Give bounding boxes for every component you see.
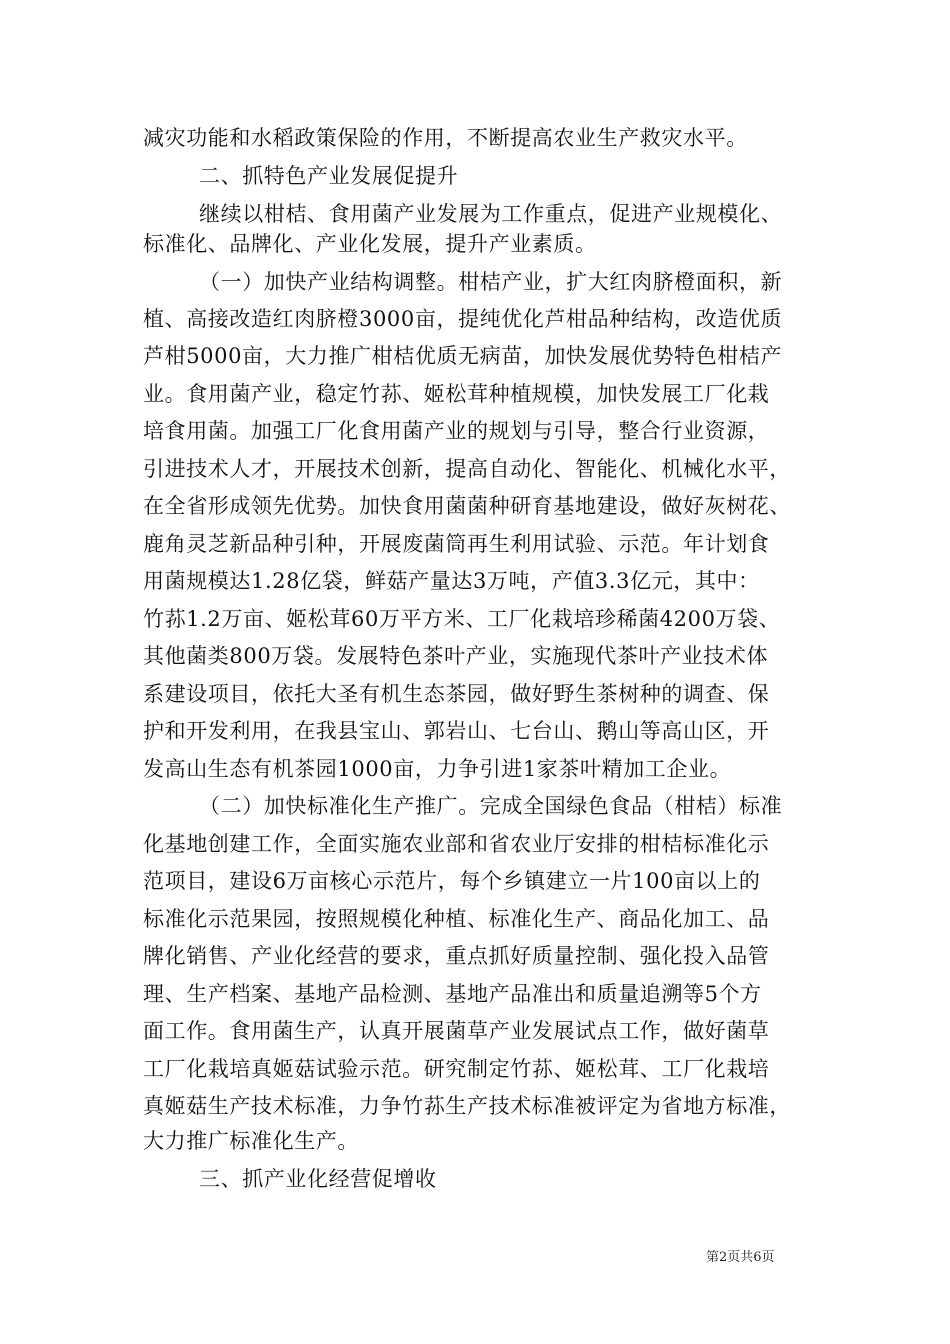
body-line: 工厂化栽培真姬菇试验示范。研究制定竹荪、姬松茸、工厂化栽培: [143, 1057, 770, 1081]
body-line: 其他菌类800万袋。发展特色茶叶产业，实施现代茶叶产业技术体: [143, 644, 769, 668]
body-line: 鹿角灵芝新品种引种，开展废菌筒再生利用试验、示范。年计划食: [143, 532, 770, 556]
body-line: 大力推广标准化生产。: [143, 1129, 359, 1153]
body-line: 植、高接改造红肉脐橙3000亩，提纯优化芦柑品种结构，改造优质: [143, 307, 783, 331]
page-number: 第2页共6页: [706, 1250, 775, 1265]
body-line: 用菌规模达1.28亿袋，鲜菇产量达3万吨，产值3.3亿元，其中：: [143, 569, 760, 593]
body-line: 竹荪1.2万亩、姬松茸60万平方米、工厂化栽培珍稀菌4200万袋、: [143, 607, 781, 631]
body-line: 标准化示范果园，按照规模化种植、标准化生产、商品化加工、品: [143, 907, 770, 931]
section-heading: 二、抓特色产业发展促提升: [199, 164, 459, 188]
body-line: 面工作。食用菌生产，认真开展菌草产业发展试点工作，做好菌草: [143, 1019, 770, 1043]
body-line: 真姬菇生产技术标准，力争竹荪生产技术标准被评定为省地方标准，: [143, 1094, 791, 1118]
body-line: 化基地创建工作，全面实施农业部和省农业厅安排的柑桔标准化示: [143, 832, 770, 856]
body-line: 业。食用菌产业，稳定竹荪、姬松茸种植规模，加快发展工厂化栽: [143, 382, 770, 406]
body-line: 减灾功能和水稻政策保险的作用，不断提高农业生产救灾水平。: [143, 126, 748, 150]
body-line: 理、生产档案、基地产品检测、基地产品准出和质量追溯等5个方: [143, 982, 762, 1006]
section-heading: 三、抓产业化经营促增收: [199, 1167, 437, 1191]
body-line: 在全省形成领先优势。加快食用菌菌种研育基地建设，做好灰树花、: [143, 494, 791, 518]
body-line: 继续以柑桔、食用菌产业发展为工作重点，促进产业规模化、: [199, 202, 783, 226]
body-line: 范项目，建设6万亩核心示范片，每个乡镇建立一片100亩以上的: [143, 869, 761, 893]
body-line: 引进技术人才，开展技术创新，提高自动化、智能化、机械化水平，: [143, 457, 791, 481]
body-line: 牌化销售、产业化经营的要求，重点抓好质量控制、强化投入品管: [143, 944, 770, 968]
body-line: （二）加快标准化生产推广。完成全国绿色食品（柑桔）标准: [199, 794, 783, 818]
body-line: （一）加快产业结构调整。柑桔产业，扩大红肉脐橙面积，新: [199, 270, 783, 294]
body-line: 发高山生态有机茶园1000亩，力争引进1家茶叶精加工企业。: [143, 757, 732, 781]
body-line: 系建设项目，依托大圣有机生态茶园，做好野生茶树种的调查、保: [143, 682, 770, 706]
body-line: 标准化、品牌化、产业化发展，提升产业素质。: [143, 232, 597, 256]
body-line: 护和开发利用，在我县宝山、郭岩山、七台山、鹅山等高山区，开: [143, 719, 770, 743]
body-line: 培食用菌。加强工厂化食用菌产业的规划与引导，整合行业资源，: [143, 419, 770, 443]
body-line: 芦柑5000亩，大力推广柑桔优质无病苗，加快发展优势特色柑桔产: [143, 344, 783, 368]
